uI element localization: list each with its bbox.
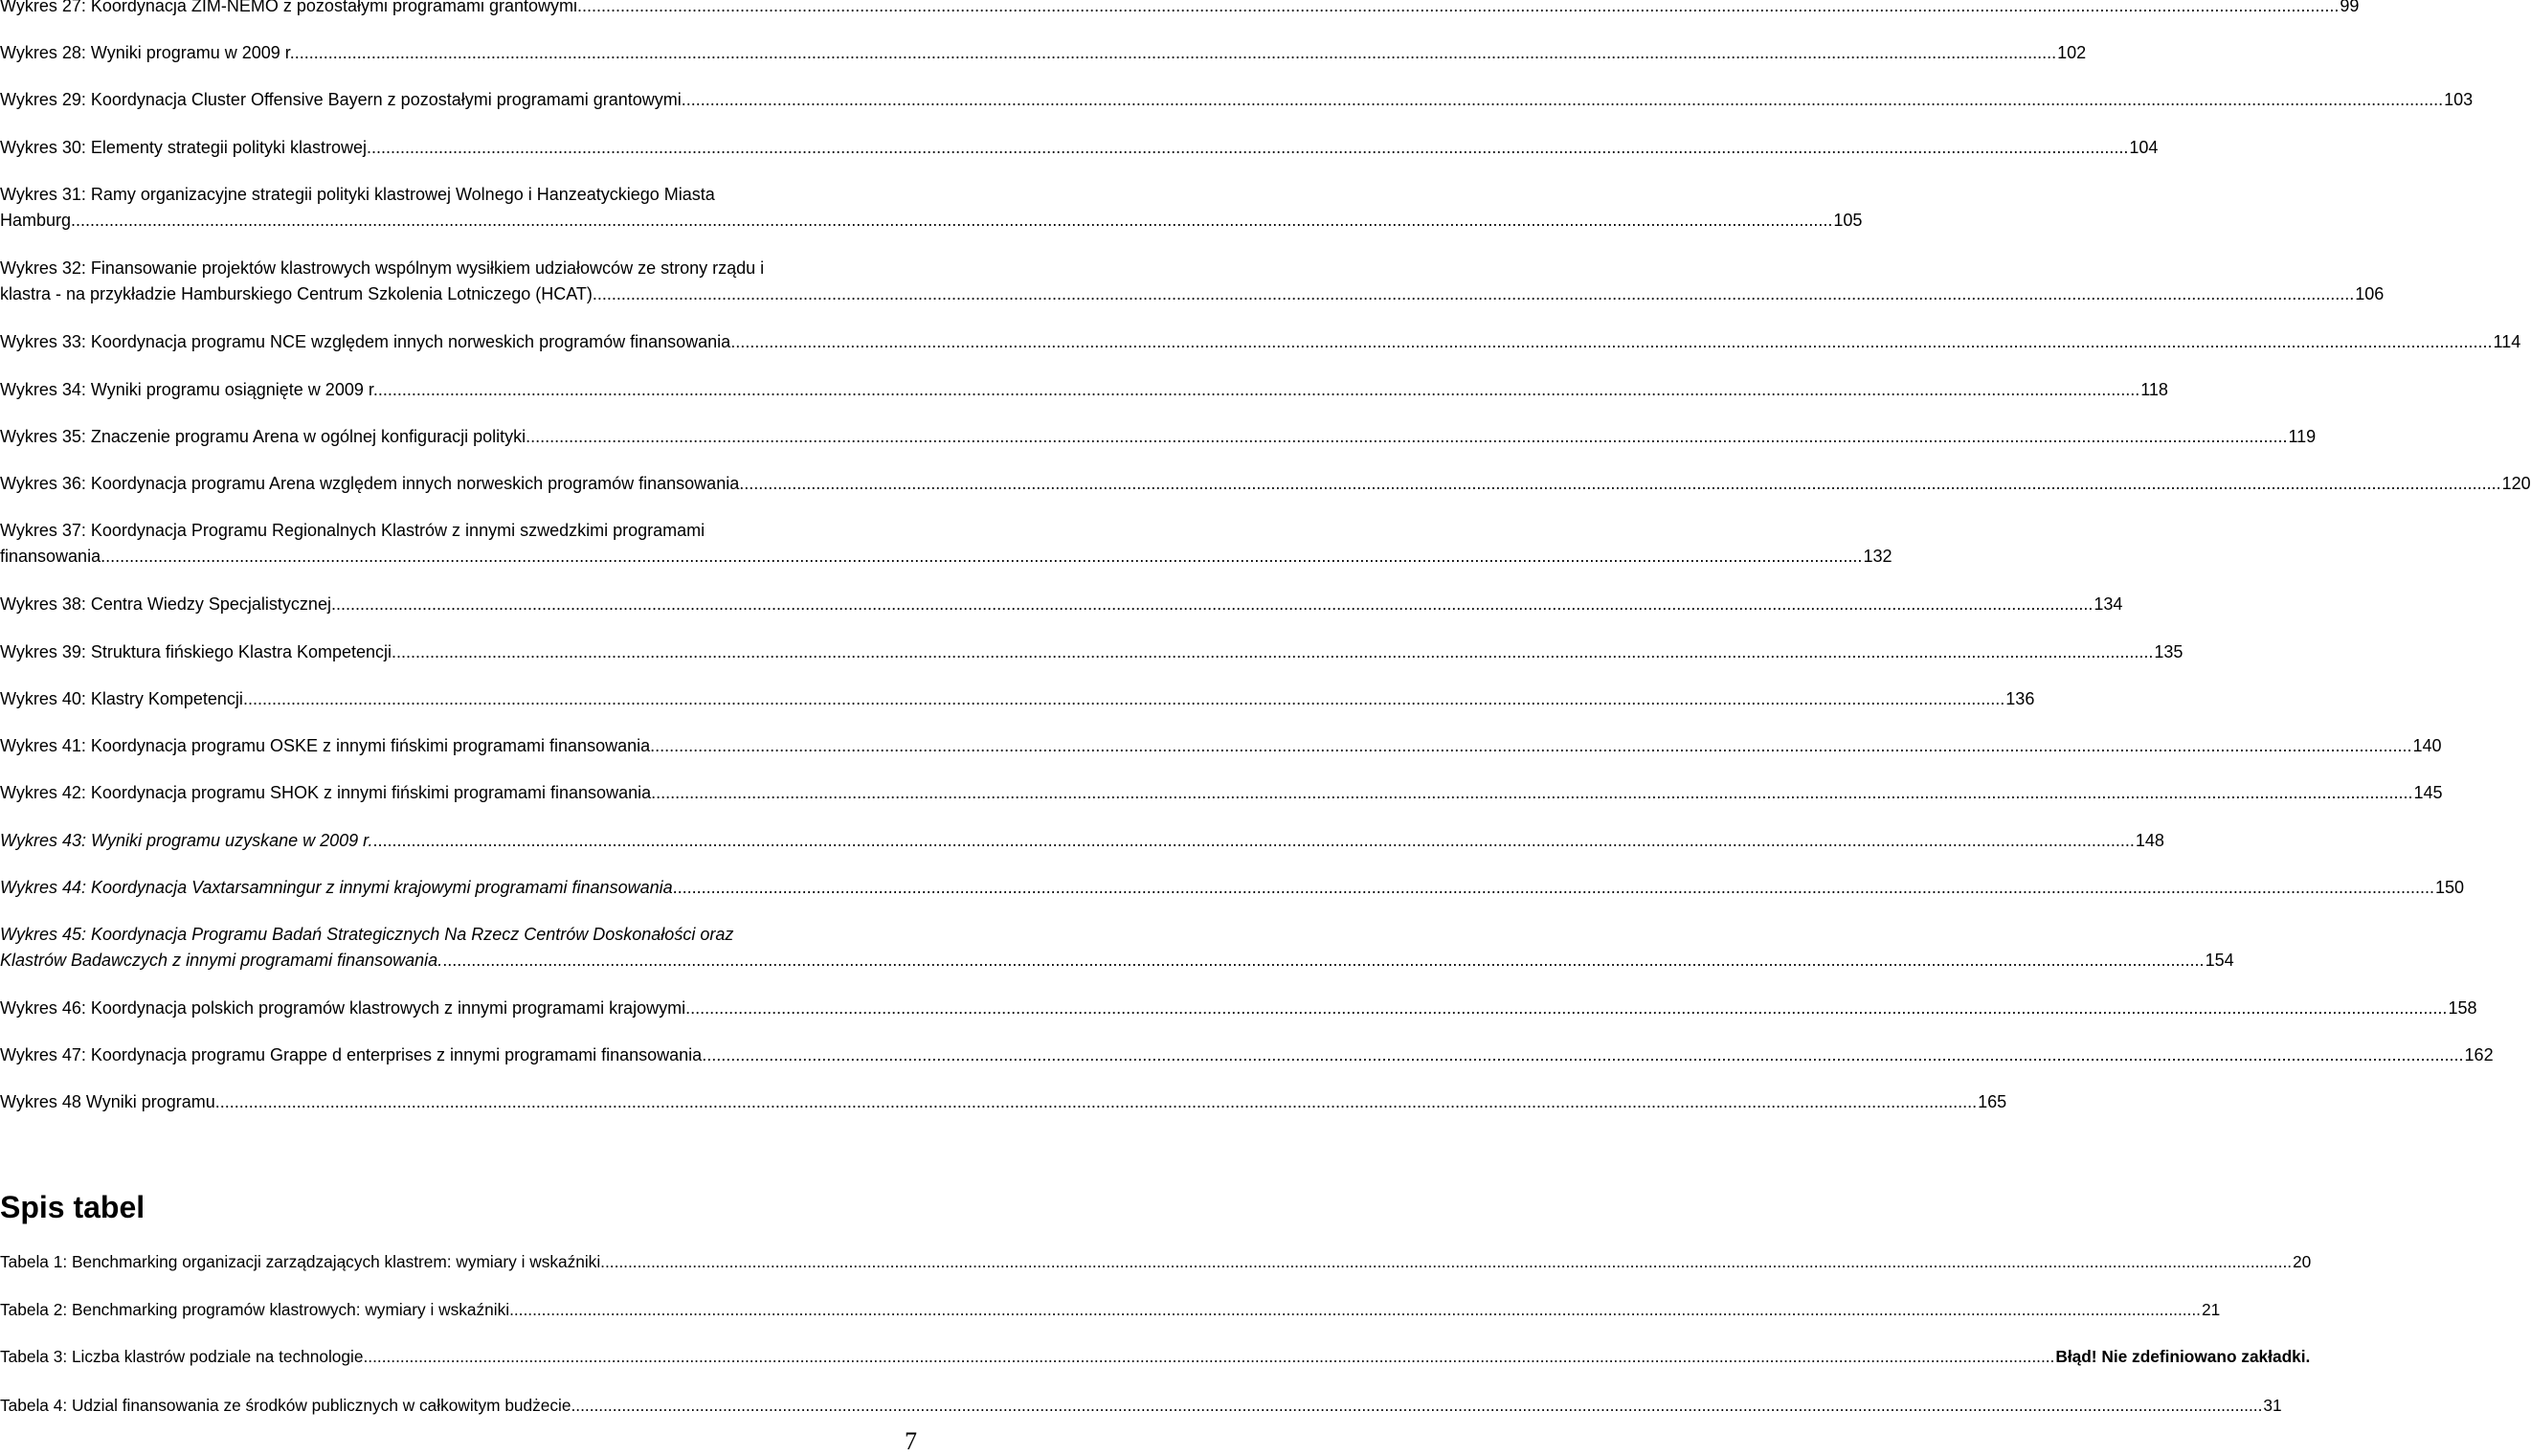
- toc-entry-page: 20: [2293, 1252, 2312, 1271]
- toc-entry-page: 136: [2005, 689, 2035, 708]
- toc-entry-page: 135: [2154, 642, 2184, 661]
- toc-entry-title: Wykres 44: Koordynacja Vaxtarsamningur z innymi krajowymi programami finansowania: [0, 878, 673, 897]
- toc-entry-title: Tabela 1: Benchmarking organizacji zarządzających klastrem: wymiary i wskaźniki: [0, 1252, 601, 1271]
- toc-entry-title: Wykres 35: Znaczenie programu Arena w ogólnej konfiguracji polityki: [0, 427, 526, 446]
- toc-entry-title: Wykres 42: Koordynacja programu SHOK z innymi fińskimi programami finansowania: [0, 783, 652, 802]
- toc-entry-title: Tabela 4: Udzial finansowania ze środków publicznych w całkowitym budżecie: [0, 1396, 571, 1415]
- dot-leader: [331, 592, 2093, 617]
- dot-leader: [526, 424, 2287, 450]
- toc-entry-page: 132: [1863, 547, 1893, 566]
- dot-leader: [372, 828, 2134, 854]
- toc-entry[interactable]: [0, 996, 2477, 1021]
- toc-entry[interactable]: [0, 875, 2465, 901]
- toc-entry-title: Wykres 46: Koordynacja polskich programów klastrowych z innymi programami krajowymi: [0, 998, 686, 1018]
- dot-leader: [702, 1042, 2463, 1068]
- dot-leader: [367, 135, 2128, 161]
- toc-entry-page: 31: [2263, 1396, 2282, 1415]
- toc-entry-page: 103: [2444, 90, 2474, 109]
- tables-heading: Spis tabel: [0, 1190, 146, 1224]
- toc-entry[interactable]: [0, 1042, 2494, 1068]
- dot-leader: [442, 948, 2204, 974]
- toc-entry-title: Wykres 38: Centra Wiedzy Specjalistycznej: [0, 594, 331, 614]
- toc-entry-page: Błąd! Nie zdefiniowano zakładki.: [2055, 1347, 2311, 1366]
- toc-entry[interactable]: [0, 592, 2123, 617]
- toc-entry[interactable]: [0, 1344, 2311, 1370]
- dot-leader: [600, 1249, 2292, 1275]
- toc-entry-page: 154: [2205, 951, 2234, 970]
- dot-leader: [571, 1393, 2263, 1419]
- dot-leader: [739, 471, 2500, 497]
- dot-leader: [651, 780, 2412, 806]
- toc-entry[interactable]: [0, 780, 2443, 806]
- toc-entry-title: Wykres 27: Koordynacja ZIM-NEMO z pozostałymi programami grantowymi: [0, 0, 578, 15]
- toc-entry[interactable]: [0, 256, 2385, 307]
- toc-entry-page: 104: [2129, 138, 2159, 157]
- dot-leader: [509, 1297, 2201, 1323]
- toc-entry-page: 165: [1978, 1092, 2007, 1111]
- toc-entry-title: Wykres 40: Klastry Kompetencji: [0, 689, 243, 708]
- toc-entry-title-line: Wykres 32: Finansowanie projektów klastrowych wspólnym wysiłkiem udziałowców ze strony rządu i: [0, 258, 765, 278]
- toc-entry-title: Hamburg: [0, 211, 72, 230]
- toc-entry[interactable]: [0, 471, 2531, 497]
- toc-entry-page: 145: [2413, 783, 2443, 802]
- toc-entry-page: 148: [2135, 831, 2164, 850]
- toc-entry-title: Wykres 48 Wyniki programu: [0, 1092, 215, 1111]
- toc-entry-title: Wykres 34: Wyniki programu osiągnięte w 2009 r.: [0, 380, 378, 399]
- toc-entry[interactable]: [0, 518, 1893, 570]
- dot-leader: [363, 1344, 2054, 1370]
- toc-entry-title: Tabela 2: Benchmarking programów klastrowych: wymiary i wskaźniki: [0, 1300, 510, 1319]
- toc-entry-title-line: Wykres 45: Koordynacja Programu Badań Strategicznych Na Rzecz Centrów Doskonałości oraz: [0, 925, 734, 944]
- toc-entry-title: Tabela 3: Liczba klastrów podziale na technologie: [0, 1347, 364, 1366]
- toc-entry-page: 99: [2340, 0, 2360, 15]
- toc-entry-title: Wykres 39: Struktura fińskiego Klastra Kompetencji: [0, 642, 392, 661]
- toc-entry[interactable]: [0, 828, 2164, 854]
- dot-leader: [71, 208, 1832, 234]
- toc-entry-page: 158: [2448, 998, 2477, 1018]
- toc-entry-title: klastra - na przykładzie Hamburskiego Centrum Szkolenia Lotniczego (HCAT): [0, 284, 593, 303]
- toc-entry-page: 134: [2094, 594, 2123, 614]
- toc-entry[interactable]: [0, 329, 2521, 355]
- toc-entry[interactable]: [0, 135, 2159, 161]
- dot-leader: [215, 1089, 1977, 1115]
- toc-entry-title: finansowania: [0, 547, 101, 566]
- toc-entry-title-line: Wykres 37: Koordynacja Programu Regionalnych Klastrów z innymi szwedzkimi programami: [0, 521, 706, 540]
- toc-entry[interactable]: [0, 1297, 2221, 1323]
- toc-entry[interactable]: [0, 1089, 2007, 1115]
- dot-leader: [101, 544, 1862, 570]
- toc-entry-page: 118: [2140, 380, 2168, 399]
- toc-entry-page: 162: [2464, 1045, 2494, 1064]
- toc-entry-page: 114: [2493, 332, 2521, 351]
- dot-leader: [392, 639, 2153, 665]
- toc-entry-page: 120: [2501, 474, 2531, 493]
- toc-entry-page: 140: [2412, 736, 2442, 755]
- dot-leader: [673, 875, 2434, 901]
- dot-leader: [243, 686, 2005, 712]
- page-number: 7: [905, 1427, 917, 1455]
- toc-entry[interactable]: [0, 40, 2087, 66]
- dot-leader: [593, 281, 2354, 307]
- toc-entry[interactable]: [0, 686, 2035, 712]
- toc-entry-title: Wykres 33: Koordynacja programu NCE względem innych norweskich programów finansowania: [0, 332, 731, 351]
- toc-entry[interactable]: [0, 733, 2442, 759]
- dot-leader: [682, 87, 2443, 113]
- toc-entry[interactable]: [0, 182, 1863, 234]
- dot-leader: [685, 996, 2447, 1021]
- toc-entry-title: Wykres 43: Wyniki programu uzyskane w 2009 r.: [0, 831, 373, 850]
- toc-entry[interactable]: [0, 1393, 2282, 1419]
- toc-entry-page: 105: [1833, 211, 1863, 230]
- toc-entry-title: Wykres 28: Wyniki programu w 2009 r.: [0, 43, 295, 62]
- toc-entry[interactable]: [0, 922, 2234, 974]
- toc-entry-title: Wykres 36: Koordynacja programu Arena względem innych norweskich programów finansowania: [0, 474, 740, 493]
- toc-entry-title: Wykres 47: Koordynacja programu Grappe d enterprises z innymi programami finansowania: [0, 1045, 703, 1064]
- dot-leader: [577, 0, 2339, 19]
- dot-leader: [378, 377, 2139, 403]
- toc-entry[interactable]: [0, 0, 2360, 19]
- dot-leader: [650, 733, 2411, 759]
- toc-entry[interactable]: [0, 424, 2317, 450]
- toc-entry[interactable]: [0, 639, 2184, 665]
- toc-entry-title: Wykres 29: Koordynacja Cluster Offensive Bayern z pozostałymi programami grantowymi: [0, 90, 682, 109]
- toc-entry-title: Wykres 30: Elementy strategii polityki klastrowej: [0, 138, 367, 157]
- toc-entry-page: 119: [2288, 427, 2317, 446]
- toc-entry-title: Wykres 41: Koordynacja programu OSKE z innymi fińskimi programami finansowania: [0, 736, 651, 755]
- toc-entry-page: 102: [2057, 43, 2087, 62]
- toc-entry[interactable]: [0, 377, 2168, 403]
- toc-entry-page: 21: [2201, 1300, 2221, 1319]
- toc-entry-page: 106: [2355, 284, 2385, 303]
- dot-leader: [730, 329, 2492, 355]
- toc-entry-page: 150: [2434, 878, 2465, 897]
- toc-entry[interactable]: [0, 1249, 2312, 1275]
- toc-entry-title-line: Wykres 31: Ramy organizacyjne strategii polityki klastrowej Wolnego i Hanzeatyckiego Miasta: [0, 185, 715, 204]
- dot-leader: [295, 40, 2056, 66]
- toc-entry[interactable]: [0, 87, 2474, 113]
- toc-entry-title: Klastrów Badawczych z innymi programami finansowania.: [0, 951, 443, 970]
